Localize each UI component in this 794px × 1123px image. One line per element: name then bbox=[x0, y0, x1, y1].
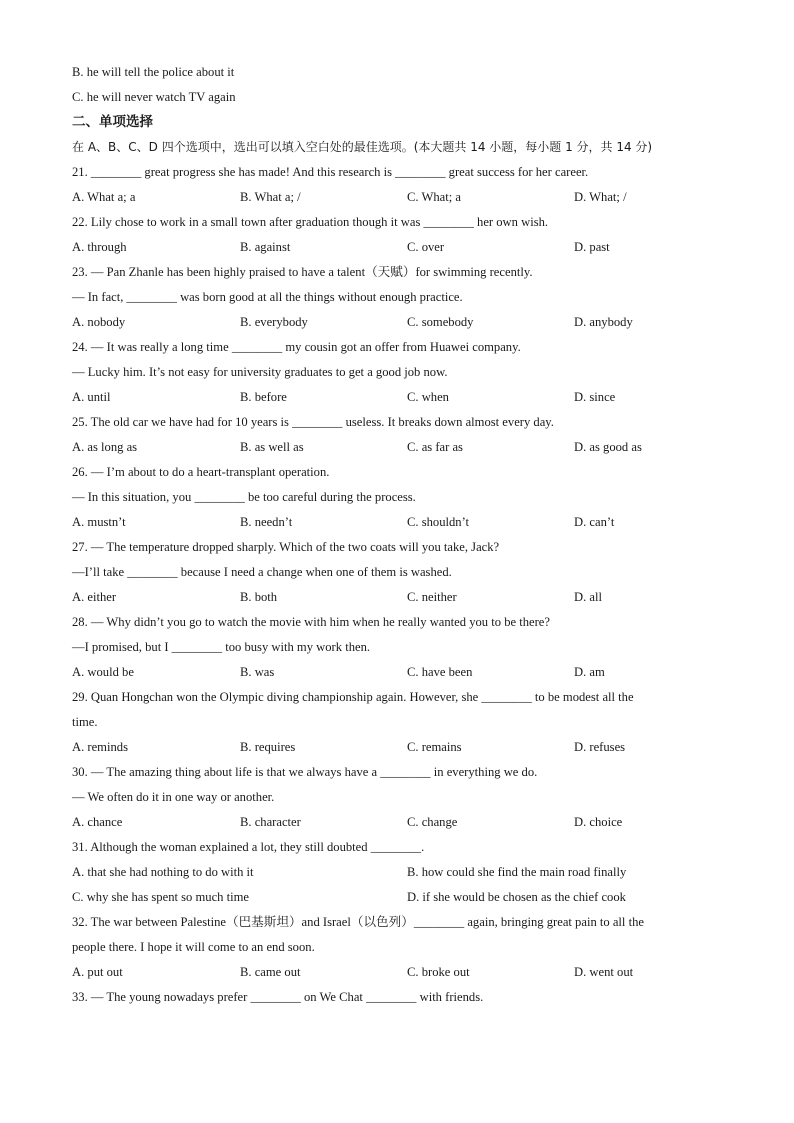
question-text: 24. — It was really a long time ________ my cousin got an offer from Huawei company. bbox=[72, 340, 521, 354]
option-a: A. reminds bbox=[72, 740, 128, 754]
options-row bbox=[72, 810, 732, 835]
option-b: B. how could she find the main road finally bbox=[407, 865, 627, 879]
options-row bbox=[72, 185, 732, 210]
options-row bbox=[72, 435, 732, 460]
question-30 bbox=[72, 760, 732, 835]
option-b: B. both bbox=[240, 590, 278, 604]
section-title: 二、单项选择 bbox=[72, 114, 153, 130]
question-text: 25. The old car we have had for 10 years is ________ useless. It breaks down almost every day. bbox=[72, 415, 554, 429]
options-row bbox=[72, 510, 732, 535]
option-a: A. chance bbox=[72, 815, 123, 829]
question-text: 21. ________ great progress she has made! And this research is ________ great success for her career. bbox=[72, 165, 589, 179]
option-b: B. What a; / bbox=[240, 190, 301, 204]
options-row bbox=[72, 585, 732, 610]
option-d: D. as good as bbox=[574, 440, 642, 454]
option-a: A. as long as bbox=[72, 440, 138, 454]
question-text: — We often do it in one way or another. bbox=[72, 790, 275, 804]
option-b: B. was bbox=[240, 665, 275, 679]
option-c: C. have been bbox=[407, 665, 473, 679]
option-d: D. choice bbox=[574, 815, 623, 829]
question-text: 32. The war between Palestine（巴基斯坦）and Israel（以色列）________ again, bringing great pain to all the bbox=[72, 915, 644, 929]
question-22 bbox=[72, 210, 732, 260]
question-text: — In fact, ________ was born good at all the things without enough practice. bbox=[72, 290, 463, 304]
section-instructions: 在 A、B、C、D 四个选项中，选出可以填入空白处的最佳选项。(本大题共 14 小题，每小题 1 分，共 14 分) bbox=[72, 140, 653, 154]
question-32 bbox=[72, 910, 732, 985]
option-b: B. needn’t bbox=[240, 515, 293, 529]
question-text: 26. — I’m about to do a heart-transplant operation. bbox=[72, 465, 330, 479]
option-d: D. since bbox=[574, 390, 616, 404]
question-33 bbox=[72, 985, 732, 1010]
option-a: A. that she had nothing to do with it bbox=[72, 865, 254, 879]
question-text: 29. Quan Hongchan won the Olympic diving championship again. However, she ________ to be modest all the bbox=[72, 690, 634, 704]
question-text: — Lucky him. It’s not easy for university graduates to get a good job now. bbox=[72, 365, 448, 379]
option-d: D. What; / bbox=[574, 190, 627, 204]
option-c: C. when bbox=[407, 390, 449, 404]
question-31 bbox=[72, 835, 732, 910]
option-c: C. why she has spent so much time bbox=[72, 890, 249, 904]
option-c: C. What; a bbox=[407, 190, 461, 204]
question-text: 33. — The young nowadays prefer ________ on We Chat ________ with friends. bbox=[72, 990, 484, 1004]
options-row bbox=[72, 860, 732, 885]
question-text: 27. — The temperature dropped sharply. Which of the two coats will you take, Jack? bbox=[72, 540, 500, 554]
option-d: D. anybody bbox=[574, 315, 633, 329]
option-a: A. mustn’t bbox=[72, 515, 126, 529]
option-d: D. can’t bbox=[574, 515, 615, 529]
option-c: C. neither bbox=[407, 590, 457, 604]
option-d: D. if she would be chosen as the chief cook bbox=[407, 890, 626, 904]
question-25 bbox=[72, 410, 732, 460]
question-text: 30. — The amazing thing about life is that we always have a ________ in everything we do. bbox=[72, 765, 538, 779]
options-row bbox=[72, 960, 732, 985]
question-24 bbox=[72, 335, 732, 410]
options-row bbox=[72, 235, 732, 260]
options-row bbox=[72, 385, 732, 410]
question-text: time. bbox=[72, 715, 98, 729]
question-text: 22. Lily chose to work in a small town after graduation though it was ________ her own wish. bbox=[72, 215, 549, 229]
option-b: B. before bbox=[240, 390, 287, 404]
header-line: B. he will tell the police about it bbox=[72, 65, 235, 79]
question-text: — In this situation, you ________ be too careful during the process. bbox=[72, 490, 416, 504]
question-27 bbox=[72, 535, 732, 610]
option-b: B. everybody bbox=[240, 315, 308, 329]
exam-page bbox=[72, 60, 732, 1010]
option-c: C. shouldn’t bbox=[407, 515, 470, 529]
question-text: 28. — Why didn’t you go to watch the movie with him when he really wanted you to be there? bbox=[72, 615, 550, 629]
option-a: A. until bbox=[72, 390, 111, 404]
option-a: A. would be bbox=[72, 665, 134, 679]
option-c: C. somebody bbox=[407, 315, 474, 329]
option-d: D. all bbox=[574, 590, 602, 604]
option-a: A. through bbox=[72, 240, 127, 254]
option-d: D. refuses bbox=[574, 740, 626, 754]
question-21 bbox=[72, 160, 732, 210]
question-text: —I promised, but I ________ too busy with my work then. bbox=[72, 640, 371, 654]
question-text: 23. — Pan Zhanle has been highly praised to have a talent（天赋）for swimming recently. bbox=[72, 265, 533, 279]
option-b: B. character bbox=[240, 815, 301, 829]
question-23 bbox=[72, 260, 732, 335]
option-d: D. past bbox=[574, 240, 610, 254]
option-c: C. as far as bbox=[407, 440, 463, 454]
option-c: C. broke out bbox=[407, 965, 470, 979]
option-b: B. against bbox=[240, 240, 291, 254]
option-c: C. remains bbox=[407, 740, 462, 754]
question-text: —I’ll take ________ because I need a change when one of them is washed. bbox=[72, 565, 452, 579]
option-b: B. came out bbox=[240, 965, 301, 979]
options-row bbox=[72, 310, 732, 335]
option-a: A. either bbox=[72, 590, 117, 604]
question-29 bbox=[72, 685, 732, 760]
question-text: 31. Although the woman explained a lot, they still doubted ________. bbox=[72, 840, 425, 854]
options-row bbox=[72, 735, 732, 760]
option-a: A. What a; a bbox=[72, 190, 136, 204]
option-d: D. am bbox=[574, 665, 605, 679]
option-b: B. requires bbox=[240, 740, 296, 754]
options-row bbox=[72, 885, 732, 910]
options-row bbox=[72, 660, 732, 685]
option-c: C. change bbox=[407, 815, 458, 829]
header-line: C. he will never watch TV again bbox=[72, 90, 236, 104]
option-c: C. over bbox=[407, 240, 445, 254]
option-a: A. nobody bbox=[72, 315, 126, 329]
question-text: people there. I hope it will come to an end soon. bbox=[72, 940, 315, 954]
option-a: A. put out bbox=[72, 965, 123, 979]
question-28 bbox=[72, 610, 732, 685]
option-b: B. as well as bbox=[240, 440, 304, 454]
question-26 bbox=[72, 460, 732, 535]
question-list bbox=[72, 160, 732, 1010]
option-d: D. went out bbox=[574, 965, 634, 979]
